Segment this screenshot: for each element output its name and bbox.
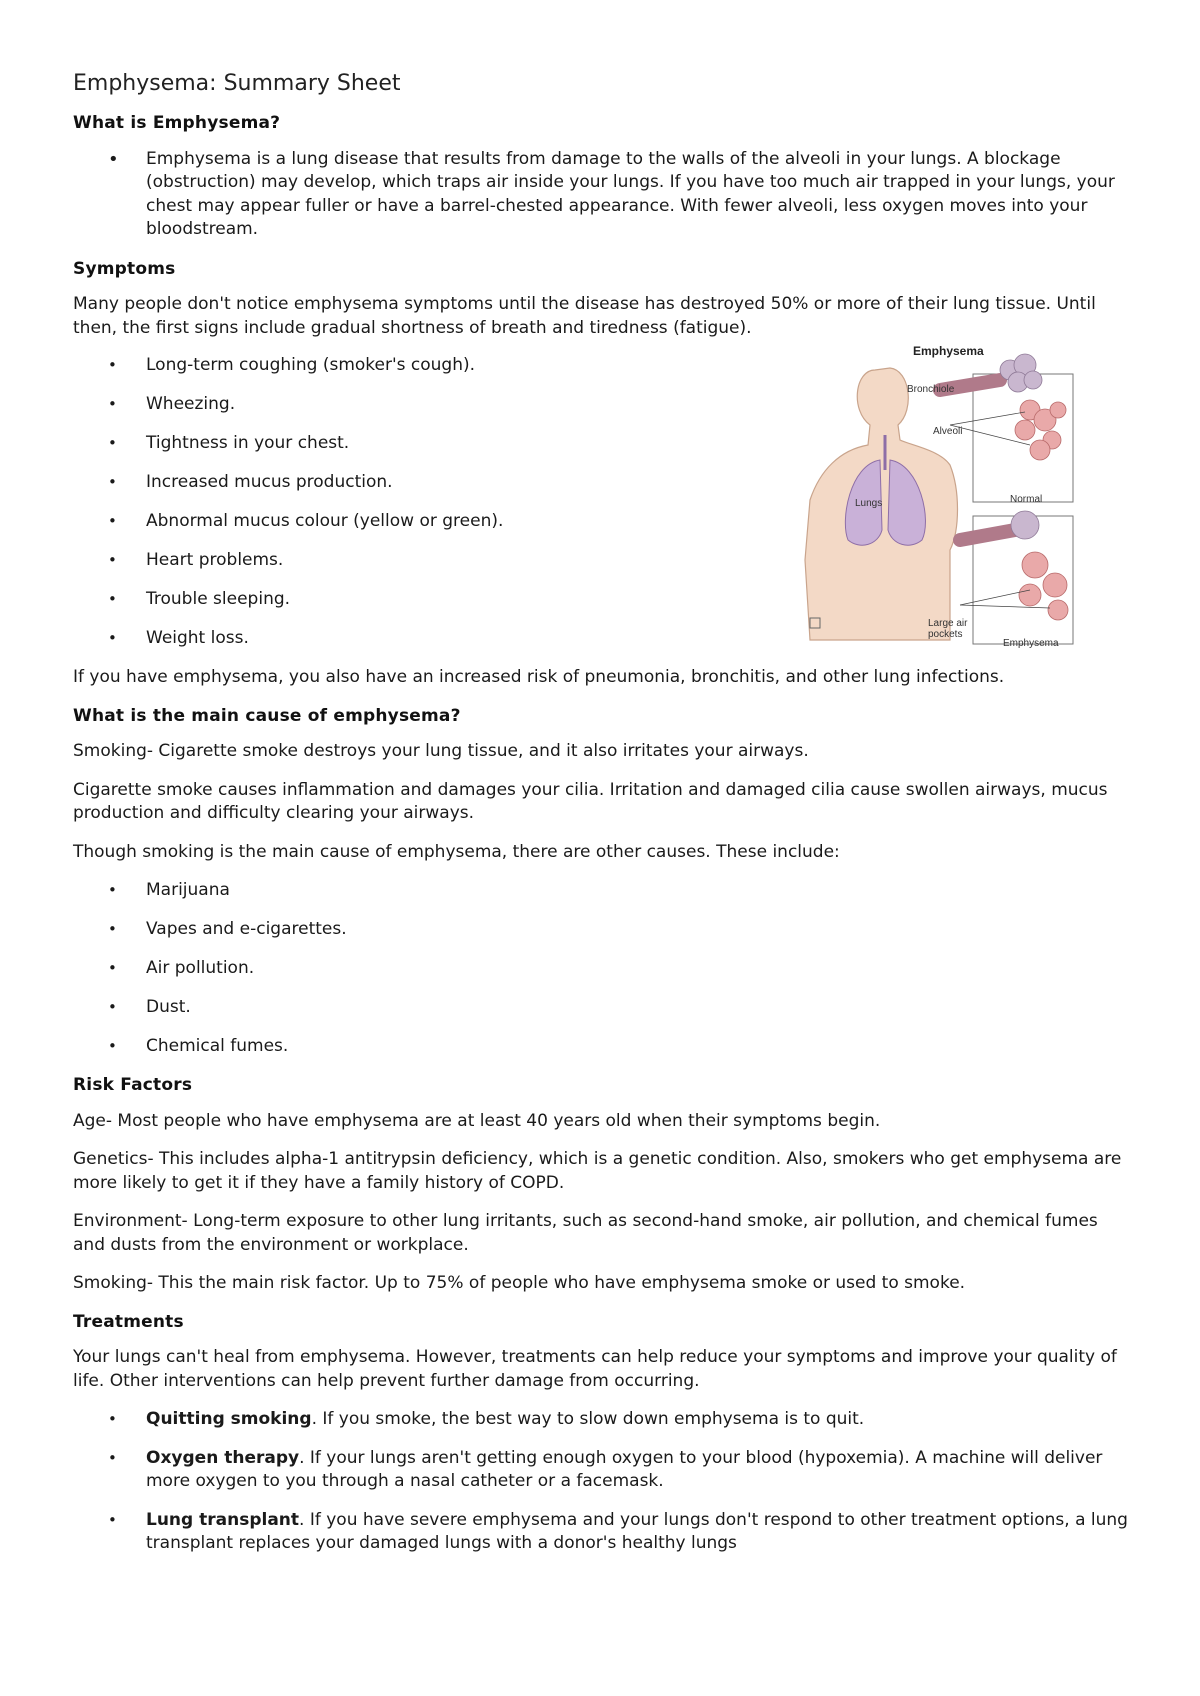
label-bronchiole: Bronchiole [907,384,955,395]
list-item [73,1509,1133,1556]
cause-paragraph: Smoking- Cigarette smoke destroys your lung tissue, and it also irritates your airways. [73,741,809,761]
list-item: • Long-term coughing (smoker's cough). [73,354,793,378]
list-item [73,1447,1133,1494]
list-item: • Increased mucus production. [73,471,793,495]
list-item: • Chemical fumes. [73,1035,1133,1059]
cause-paragraph: Though smoking is the main cause of emphysema, there are other causes. These include: [73,841,840,862]
what-is-list [73,148,1133,242]
risk-paragraph: Genetics- This includes alpha-1 antitrypsin deficiency, which is a genetic condition. Also, smokers who get emphysema are more likely to get it if they have a family history of COPD. [73,1149,1122,1193]
list-item: • Vapes and e-cigarettes. [73,918,1133,942]
treatment-text: . If your lungs aren't getting enough oxygen to your blood (hypoxemia). A machine will deliver more oxygen to you through a nasal catheter or a facemask. [146,1447,1103,1491]
treatment-text: . If you smoke, the best way to slow down emphysema is to quit. [311,1409,865,1429]
label-large-air-pockets: Large air pockets [928,618,968,640]
other-causes-list [73,879,1133,1059]
treatment-term: Oxygen therapy [146,1447,300,1468]
treatment-term: Lung transplant [146,1509,300,1530]
symptoms-list [73,354,793,651]
list-item: • Abnormal mucus colour (yellow or green). [73,510,793,534]
list-item: • Tightness in your chest. [73,432,793,456]
list-item: • Dust. [73,996,1133,1020]
label-normal: Normal [1010,494,1043,505]
list-item: • Trouble sleeping. [73,588,793,612]
figure-title: Emphysema [913,344,984,358]
section-heading-symptoms: Symptoms [73,258,176,279]
list-item: • Marijuana [73,879,1133,903]
risk-paragraph: Age- Most people who have emphysema are at least 40 years old when their symptoms begin. [73,1110,881,1131]
section-heading-cause: What is the main cause of emphysema? [73,705,461,726]
list-item: • Emphysema is a lung disease that results from damage to the walls of the alveoli in your lungs. A blockage (obstruction) may develop, which traps air inside your lungs. If you have too much air trapped in your lungs, your chest may appear fuller or have a barrel-chested appearance. With fewer alveoli, less oxygen moves into your bloodstream. [73,148,1133,242]
treatment-term: Quitting smoking [146,1409,312,1429]
treatment-text: . If you have severe emphysema and your lungs don't respond to other treatment options, a lung transplant replaces your damaged lungs with a donor's healthy lungs [146,1509,1128,1553]
treatments-intro: Your lungs can't heal from emphysema. However, treatments can help reduce your symptoms and improve your quality of life. Other interventions can help prevent further damage from occurring. [73,1347,1117,1391]
label-emphysema: Emphysema [1003,638,1059,649]
label-lungs: Lungs [855,498,883,509]
risk-paragraph: Environment- Long-term exposure to other lung irritants, such as second-hand smoke, air pollution, and chemical fumes and dusts from the environment or workplace. [73,1211,1098,1255]
risk-paragraph: Smoking- This the main risk factor. Up to 75% of people who have emphysema smoke or used to smoke. [73,1273,966,1293]
treatments-list [73,1408,1133,1556]
list-item: • Weight loss. [73,627,793,651]
page-title: Emphysema: Summary Sheet [73,71,401,96]
cause-paragraph: Cigarette smoke causes inflammation and damages your cilia. Irritation and damaged cilia cause swollen airways, mucus production and difficulty clearing your airways. [73,779,1108,823]
label-alveoli: Alveoli [933,426,963,437]
section-heading-risk-factors: Risk Factors [73,1075,193,1095]
list-item [73,1408,1133,1432]
section-heading-treatments: Treatments [73,1311,184,1332]
list-item: • Wheezing. [73,393,793,417]
symptoms-intro [73,293,1133,340]
symptoms-outro: If you have emphysema, you also have an increased risk of pneumonia, bronchitis, and other lung infections. [73,667,1005,687]
list-item: • Air pollution. [73,957,1133,981]
section-heading-what-is: What is Emphysema? [73,113,281,133]
document-body [73,70,1133,1570]
list-item: • Heart problems. [73,549,793,573]
symptoms-intro-text: Many people don't notice emphysema symptoms until the disease has destroyed 50% or more of their lung tissue. Until then, the first signs include gradual shortness of breath and tiredness (fatigue). [73,294,1096,338]
